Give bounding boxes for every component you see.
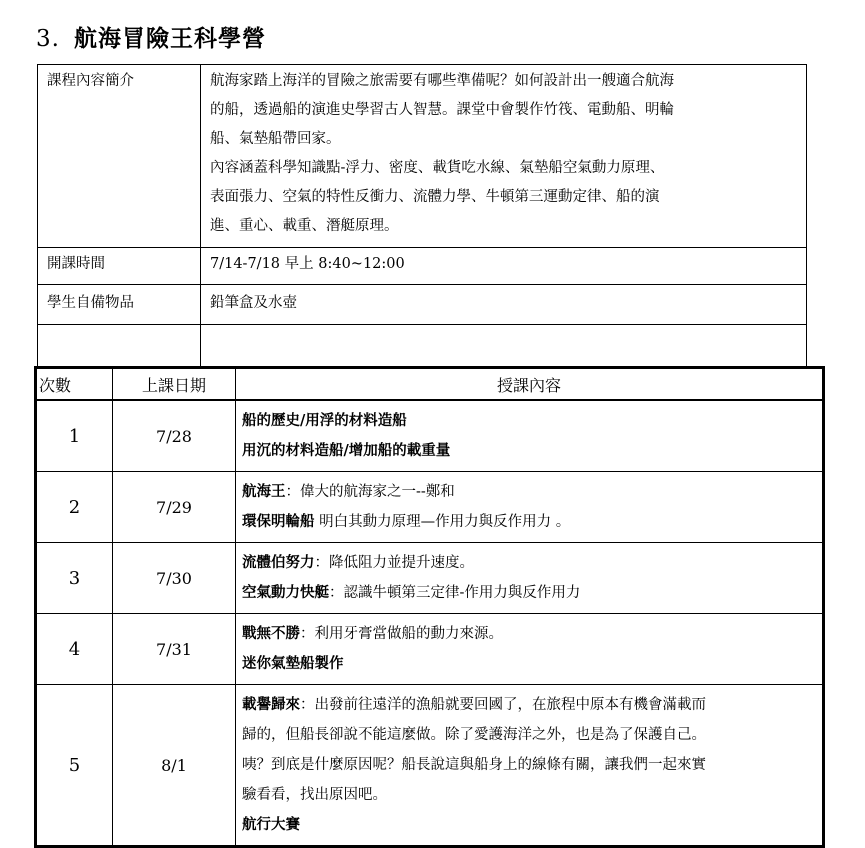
empty-row	[38, 325, 807, 370]
content-text: ：利用牙膏當做船的動力來源。	[300, 626, 503, 642]
content-text: ：出發前往遠洋的漁船就要回國了，在旅程中原本有機會滿載而	[300, 697, 706, 713]
description-line: 內容涵蓋科學知識點-浮力、密度、載貨吃水線、氣墊船空氣動力原理、	[210, 160, 665, 176]
description-label: 課程內容簡介	[38, 65, 201, 248]
camp-title: 航海冒險王科學營	[73, 25, 266, 52]
content-topic: 用沉的材料造船/增加船的載重量	[242, 442, 451, 459]
schedule-row	[36, 472, 824, 543]
empty-cell	[38, 325, 201, 370]
session-date: 7/31	[113, 614, 236, 685]
schedule-row	[36, 685, 824, 847]
session-content	[236, 400, 824, 472]
items-row	[38, 285, 807, 325]
description-line: 船、氣墊船帶回家。	[210, 131, 341, 147]
session-number: 5	[36, 685, 113, 847]
description-row	[38, 65, 807, 248]
session-content	[236, 685, 824, 847]
page-title	[36, 20, 266, 53]
empty-cell	[201, 325, 807, 370]
time-row	[38, 248, 807, 285]
session-date: 8/1	[113, 685, 236, 847]
content-topic: 船的歷史/用浮的材料造船	[242, 412, 407, 429]
schedule-row	[36, 543, 824, 614]
description-cell	[201, 65, 807, 248]
description-line: 航海家踏上海洋的冒險之旅需要有哪些準備呢？如何設計出一艘適合航海	[210, 73, 674, 89]
content-text: 驗看看，找出原因吧。	[242, 787, 387, 803]
content-text: 明白其動力原理—作用力與反作用力 。	[314, 514, 571, 530]
content-text: ：偉大的航海家之一--鄭和	[285, 484, 455, 500]
schedule-header-row	[36, 368, 824, 401]
header-number: 次數	[36, 368, 113, 401]
content-text: ：認識牛頓第三定律-作用力與反作用力	[329, 585, 581, 601]
session-date: 7/28	[113, 400, 236, 472]
session-content	[236, 472, 824, 543]
content-topic: 空氣動力快艇	[242, 584, 329, 601]
content-topic: 航海王	[242, 483, 286, 500]
session-date: 7/30	[113, 543, 236, 614]
header-date: 上課日期	[113, 368, 236, 401]
content-topic: 環保明輪船	[242, 513, 315, 530]
schedule-row	[36, 400, 824, 472]
schedule-row	[36, 614, 824, 685]
items-label: 學生自備物品	[38, 285, 201, 325]
session-number: 1	[36, 400, 113, 472]
session-number: 2	[36, 472, 113, 543]
content-topic: 迷你氣墊船製作	[242, 655, 344, 672]
content-topic: 戰無不勝	[242, 625, 300, 642]
description-line: 的船，透過船的演進史學習古人智慧。課堂中會製作竹筏、電動船、明輪	[210, 102, 674, 118]
time-label: 開課時間	[38, 248, 201, 285]
header-content: 授課內容	[236, 368, 824, 401]
content-text: 咦？到底是什麼原因呢？船長說這與船身上的線條有關，讓我們一起來實	[242, 757, 706, 773]
session-number: 4	[36, 614, 113, 685]
session-content	[236, 614, 824, 685]
session-date: 7/29	[113, 472, 236, 543]
schedule-table	[34, 366, 825, 848]
description-line: 表面張力、空氣的特性反衝力、流體力學、牛頓第三運動定律、船的演	[210, 189, 660, 205]
section-number: 3.	[36, 26, 60, 52]
content-topic: 流體伯努力	[242, 554, 315, 571]
session-content	[236, 543, 824, 614]
items-value: 鉛筆盒及水壺	[201, 285, 807, 325]
description-line: 進、重心、載重、潛艇原理。	[210, 218, 399, 234]
time-value: 7/14-7/18 早上 8:40~12:00	[201, 248, 807, 285]
content-text: 歸的，但船長卻說不能這麼做。除了愛護海洋之外，也是為了保護自己。	[242, 727, 706, 743]
content-text: ：降低阻力並提升速度。	[314, 555, 474, 571]
content-topic: 航行大賽	[242, 816, 300, 833]
course-info-table	[37, 64, 807, 369]
content-topic: 載譽歸來	[242, 696, 300, 713]
session-number: 3	[36, 543, 113, 614]
